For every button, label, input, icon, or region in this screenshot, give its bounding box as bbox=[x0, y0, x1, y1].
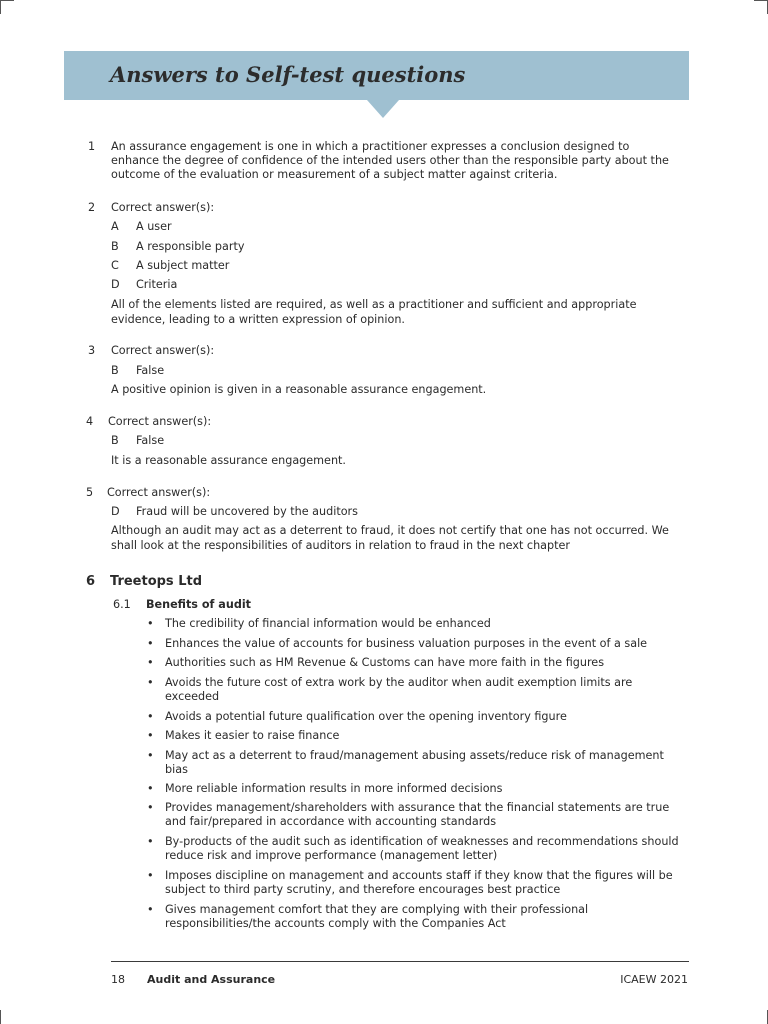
answer-text: An assurance engagement is one in which a practitioner expresses a conclusion designed to bbox=[111, 140, 630, 153]
crop-mark bbox=[754, 0, 768, 1]
list-item: exceeded bbox=[165, 690, 220, 703]
bullet-icon: • bbox=[147, 676, 154, 689]
subsection-number: 6.1 bbox=[113, 598, 131, 611]
list-item: The credibility of financial information would be enhanced bbox=[165, 617, 491, 630]
option-text: False bbox=[136, 434, 165, 447]
explanation-text: evidence, leading to a written expression of opinion. bbox=[111, 313, 405, 326]
answer-text: outcome of the evaluation or measurement of a subject matter against criteria. bbox=[111, 168, 558, 181]
bullet-icon: • bbox=[147, 801, 154, 814]
correct-answer-label: Correct answer(s): bbox=[111, 201, 215, 214]
option-letter: A bbox=[111, 220, 119, 233]
option-letter: D bbox=[111, 505, 120, 518]
answer-text: enhance the degree of confidence of the intended users other than the responsible party about the bbox=[111, 154, 669, 167]
bullet-icon: • bbox=[147, 710, 154, 723]
option-letter: C bbox=[111, 259, 119, 272]
list-item: and fair/prepared in accordance with accounting standards bbox=[165, 815, 497, 828]
list-item: Authorities such as HM Revenue & Customs can have more faith in the figures bbox=[165, 656, 605, 669]
list-item: Avoids a potential future qualification over the opening inventory figure bbox=[165, 710, 567, 723]
correct-answer-label: Correct answer(s): bbox=[111, 344, 215, 357]
bullet-icon: • bbox=[147, 869, 154, 882]
option-letter: B bbox=[111, 240, 119, 253]
list-item: Imposes discipline on management and accounts staff if they know that the figures will be bbox=[165, 869, 673, 882]
list-item: May act as a deterrent to fraud/management abusing assets/reduce risk of management bbox=[165, 749, 664, 762]
bullet-icon: • bbox=[147, 749, 154, 762]
list-item: bias bbox=[165, 763, 188, 776]
list-item: responsibilities/the accounts comply with the Companies Act bbox=[165, 917, 506, 930]
option-letter: B bbox=[111, 364, 119, 377]
list-item: Enhances the value of accounts for business valuation purposes in the event of a sale bbox=[165, 637, 648, 650]
section-title: Treetops Ltd bbox=[110, 574, 203, 589]
question-number: 3 bbox=[88, 344, 96, 357]
explanation-text: Although an audit may act as a deterrent to fraud, it does not certify that one has not occurred. We bbox=[111, 524, 669, 537]
list-item: Provides management/shareholders with assurance that the financial statements are true bbox=[165, 801, 670, 814]
publisher: ICAEW 2021 bbox=[620, 973, 688, 986]
question-number: 5 bbox=[86, 486, 94, 499]
correct-answer-label: Correct answer(s): bbox=[107, 486, 211, 499]
explanation-text: All of the elements listed are required, as well as a practitioner and sufficient and appropriate bbox=[111, 298, 637, 311]
correct-answer-label: Correct answer(s): bbox=[108, 415, 212, 428]
bullet-icon: • bbox=[147, 903, 154, 916]
option-letter: D bbox=[111, 278, 120, 291]
bullet-icon: • bbox=[147, 617, 154, 630]
list-item: Avoids the future cost of extra work by the auditor when audit exemption limits are bbox=[165, 676, 633, 689]
question-number: 6 bbox=[86, 574, 96, 589]
subsection-title: Benefits of audit bbox=[146, 598, 252, 611]
explanation-text: shall look at the responsibilities of auditors in relation to fraud in the next chapter bbox=[111, 539, 570, 552]
option-text: A responsible party bbox=[136, 240, 245, 253]
list-item: reduce risk and improve performance (management letter) bbox=[165, 849, 498, 862]
question-number: 1 bbox=[88, 140, 96, 153]
option-text: A subject matter bbox=[136, 259, 230, 272]
bullet-icon: • bbox=[147, 637, 154, 650]
option-text: Fraud will be uncovered by the auditors bbox=[136, 505, 358, 518]
crop-mark bbox=[0, 1010, 1, 1024]
list-item: Gives management comfort that they are complying with their professional bbox=[165, 903, 589, 916]
bullet-icon: • bbox=[147, 782, 154, 795]
option-text: False bbox=[136, 364, 165, 377]
option-letter: B bbox=[111, 434, 119, 447]
book-title: Audit and Assurance bbox=[147, 973, 276, 986]
explanation-text: It is a reasonable assurance engagement. bbox=[111, 454, 346, 467]
list-item: By-products of the audit such as identification of weaknesses and recommendations should bbox=[165, 835, 679, 848]
list-item: More reliable information results in more informed decisions bbox=[165, 782, 503, 795]
bullet-icon: • bbox=[147, 656, 154, 669]
option-text: Criteria bbox=[136, 278, 178, 291]
question-number: 4 bbox=[86, 415, 94, 428]
list-item: subject to third party scrutiny, and therefore encourages best practice bbox=[165, 883, 561, 896]
page-title: Answers to Self-test questions bbox=[110, 62, 466, 87]
option-text: A user bbox=[136, 220, 172, 233]
header-banner-notch bbox=[367, 100, 399, 118]
list-item: Makes it easier to raise finance bbox=[165, 729, 340, 742]
question-number: 2 bbox=[88, 201, 96, 214]
explanation-text: A positive opinion is given in a reasonable assurance engagement. bbox=[111, 383, 487, 396]
crop-mark bbox=[0, 0, 14, 1]
bullet-icon: • bbox=[147, 729, 154, 742]
crop-mark bbox=[0, 0, 1, 14]
bullet-icon: • bbox=[147, 835, 154, 848]
page-number: 18 bbox=[111, 973, 125, 986]
footer-rule bbox=[111, 961, 689, 962]
